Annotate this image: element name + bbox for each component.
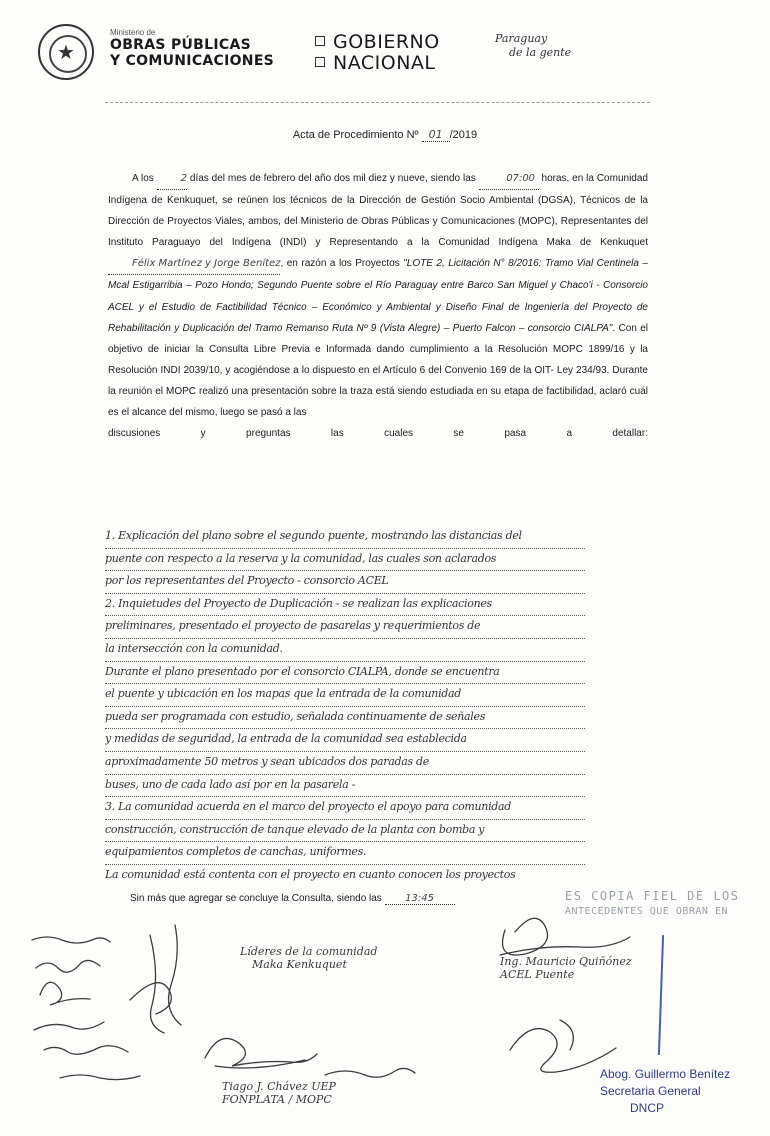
ministry-line2: Y COMUNICACIONES — [110, 53, 275, 69]
handwritten-line: Durante el plano presentado por el consorcio CIALPA, donde se encuentra — [105, 662, 585, 685]
closing-text: Sin más que agregar se concluye la Consulta, siendo las — [130, 893, 382, 904]
text-intro-5: . Con el objetivo de iniciar la Consulta Libre Previa e Informada dando cumplimiento a la Resolución MOPC 1899/16 y la Resolución INDI 2039/10, y acogiéndose a lo dispuesto en el Artículo 6 del Convenio 169 de la OIT- Ley 234/93. Durante la reunión el MOPC realizó una presentación sobre la traza está siendo estudiada en su etapa de factibilidad, aclaró cuál es el alcance del mismo, luego se pasó a las — [108, 322, 648, 419]
text-intro-1: A los — [132, 173, 154, 184]
projects-text: "LOTE 2, Licitación N° 8/2016: Tramo Vial Centinela – Mcal Estigarribia – Pozo Hondo; Segundo Puente sobre el Río Paraguay entre Barco San Miguel y Chaco'i - Consorcio ACEL y el Estudio de Factibilidad Técnico – Económico y Ambiental y Diseño Final de Ingeniería del Proyecto de Rehabilitación y Duplicación del Tramo Remanso Ruta Nº 9 (Vista Alegre) – Puerto Falcon – consorcio CIALPA" — [108, 258, 648, 334]
stamp-line1: ES COPIA FIEL DE LOS — [565, 889, 740, 903]
spread-word: preguntas — [246, 428, 291, 440]
handwritten-line: La comunidad está contenta con el proyecto en cuanto conocen los proyectos — [105, 867, 516, 881]
handwritten-line: la intersección con la comunidad. — [105, 639, 585, 662]
handwritten-line: 2. Inquietudes del Proyecto de Duplicación - se realizan las explicaciones — [105, 594, 585, 617]
stamp-line2: ANTECEDENTES QUE OBRAN EN — [565, 906, 729, 917]
day-field: 2 — [157, 168, 187, 190]
text-intro-4: , en razón a los Proyectos — [280, 258, 400, 270]
spread-word: discusiones — [108, 428, 161, 440]
ministry-sub: Ministerio de — [110, 28, 156, 37]
handwritten-line: preliminares, presentado el proyecto de pasarelas y requerimientos de — [105, 616, 585, 639]
dncp-signer-name: Abog. Guillermo Benítez — [600, 1067, 731, 1081]
spread-word: cuales — [384, 428, 414, 440]
dncp-org: DNCP — [630, 1101, 665, 1115]
handwritten-line: 3. La comunidad acuerda en el marco del proyecto el apoyo para comunidad — [105, 797, 585, 820]
handwritten-line: equipamientos completos de canchas, uniformes. — [105, 842, 585, 865]
text-intro-3: horas, en la Comunidad Indígena de Kenkuquet, se reúnen los técnicos de la Dirección de Gestión Socio Ambiental (DGSA), Técnicos de la Dirección de Proyectos Viales, ambos, del Ministerio de Obras Públicas y Comunicaciones (MOPC), Representantes del Instituto Paraguayo del Indígena (INDI) y Representando a la Comunidad Indígena Maka de Kenkuquet — [108, 173, 648, 249]
community-sign-line1: Líderes de la comunidad — [240, 945, 378, 958]
slogan-line1: Paraguay — [495, 32, 548, 45]
representatives-field: Félix Martínez y Jorge Benítez — [108, 253, 280, 275]
handwritten-line: buses, uno de cada lado así por en la pasarela - — [105, 775, 585, 798]
acel-signature-label: Ing. Mauricio Quiñónez ACEL Puente — [500, 955, 632, 981]
start-time-field: 07:00 — [479, 168, 539, 190]
dncp-signature-block — [600, 1066, 730, 1117]
handwritten-line: y medidas de seguridad, la entrada de la comunidad sea establecida — [105, 729, 585, 752]
handwritten-line: por los representantes del Proyecto - consorcio ACEL — [105, 571, 585, 594]
community-signature-text — [240, 945, 377, 971]
mopc-signature-label: Tiago J. Chávez UEP FONPLATA / MOPC — [222, 1080, 336, 1106]
handwritten-line: 1. Explicación del plano sobre el segundo puente, mostrando las distancias del — [105, 526, 585, 549]
text-intro-2: días del mes de febrero del año dos mil diez y nueve, siendo las — [189, 173, 476, 184]
spread-word: detallar: — [612, 428, 648, 440]
seal-star-icon: ★ — [57, 40, 75, 64]
handwritten-line: puente con respecto a la reserva y la comunidad, las cuales son aclarados — [105, 549, 585, 572]
community-sign-line2: Maka Kenkuquet — [252, 958, 347, 971]
spread-word: las — [330, 428, 344, 440]
gob-line2: NACIONAL — [333, 52, 436, 74]
title-prefix: Acta de Procedimiento Nº — [292, 129, 419, 141]
title-year: /2019 — [449, 129, 478, 141]
spread-word: y — [200, 428, 206, 440]
end-time-field: 13:45 — [385, 893, 455, 905]
gob-line1: GOBIERNO — [333, 31, 440, 53]
handwritten-line: aproximadamente 50 metros y sean ubicados dos paradas de — [105, 752, 585, 775]
handwritten-line: construcción, construcción de tanque elevado de la planta con bomba y — [105, 820, 585, 843]
spread-word: pasa — [504, 428, 527, 440]
handwritten-line: el puente y ubicación en los mapas que la entrada de la comunidad — [105, 684, 585, 707]
handwritten-line: pueda ser programada con estudio, señalada continuamente de señales — [105, 707, 585, 730]
act-number: 01 — [422, 128, 450, 142]
spread-word: se — [453, 428, 464, 440]
ministry-line1: OBRAS PÚBLICAS — [110, 37, 251, 53]
dncp-signer-role: Secretaria General — [600, 1084, 701, 1098]
spread-word: a — [566, 428, 572, 440]
slogan-line2: de la gente — [509, 46, 572, 59]
